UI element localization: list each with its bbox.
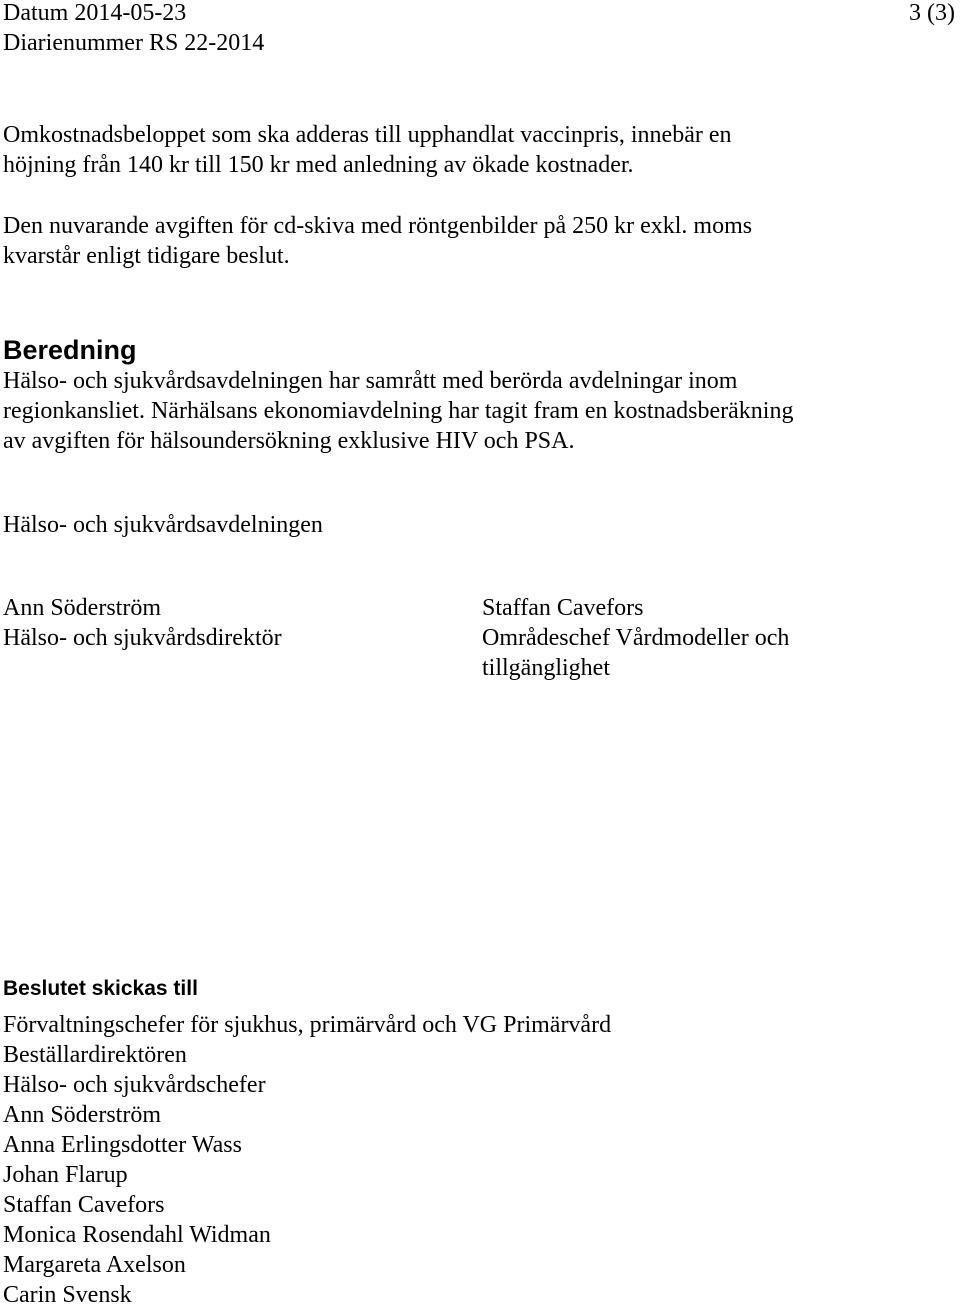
- list-item: Johan Flarup: [3, 1162, 128, 1188]
- page-number: 3 (3): [909, 0, 955, 26]
- list-item: Staffan Cavefors: [3, 1192, 165, 1218]
- header-date: Datum 2014-05-23: [3, 0, 187, 26]
- document-header: [3, 0, 264, 58]
- signature-left: [3, 593, 282, 653]
- list-item: Anna Erlingsdotter Wass: [3, 1132, 242, 1158]
- list-item: Förvaltningschefer för sjukhus, primärvård och VG Primärvård: [3, 1012, 612, 1038]
- section-heading-beredning: Beredning: [3, 335, 137, 365]
- section-heading-distribution: Beslutet skickas till: [3, 977, 198, 1000]
- list-item: Monica Rosendahl Widman: [3, 1222, 271, 1248]
- department-name: Hälso- och sjukvårdsavdelningen: [3, 512, 323, 538]
- paragraph-cd-fee: [3, 211, 943, 271]
- paragraph-line: Hälso- och sjukvårdsavdelningen har samrått med berörda avdelningar inom: [3, 368, 738, 394]
- signatory-name: Staffan Cavefors: [482, 595, 644, 621]
- signatory-title: Hälso- och sjukvårdsdirektör: [3, 625, 282, 651]
- list-item: Margareta Axelson: [3, 1252, 186, 1278]
- signatory-name: Ann Söderström: [3, 595, 161, 621]
- paragraph-line: Den nuvarande avgiften för cd-skiva med röntgenbilder på 250 kr exkl. moms: [3, 213, 753, 239]
- list-item: Carin Svensk: [3, 1282, 132, 1308]
- paragraph-line: kvarstår enligt tidigare beslut.: [3, 243, 290, 269]
- paragraph-cost-amount: [3, 120, 943, 180]
- signatory-title: Områdeschef Vårdmodeller och: [482, 625, 790, 651]
- paragraph-line: Omkostnadsbeloppet som ska adderas till upphandlat vaccinpris, innebär en: [3, 122, 732, 148]
- signature-right: [482, 593, 789, 683]
- signatory-title: tillgänglighet: [482, 655, 610, 681]
- paragraph-line: höjning från 140 kr till 150 kr med anledning av ökade kostnader.: [3, 152, 634, 178]
- section-beredning: [3, 334, 943, 456]
- section-distribution: [3, 975, 943, 1003]
- list-item: Beställardirektören: [3, 1042, 187, 1068]
- list-item: Hälso- och sjukvårdschefer: [3, 1072, 266, 1098]
- recipient-list: [3, 1010, 943, 1310]
- paragraph-line: regionkansliet. Närhälsans ekonomiavdelning har tagit fram en kostnadsberäkning: [3, 398, 794, 424]
- header-reference-number: Diarienummer RS 22-2014: [3, 30, 265, 56]
- paragraph-line: av avgiften för hälsoundersökning exklusive HIV och PSA.: [3, 428, 575, 454]
- list-item: Ann Söderström: [3, 1102, 161, 1128]
